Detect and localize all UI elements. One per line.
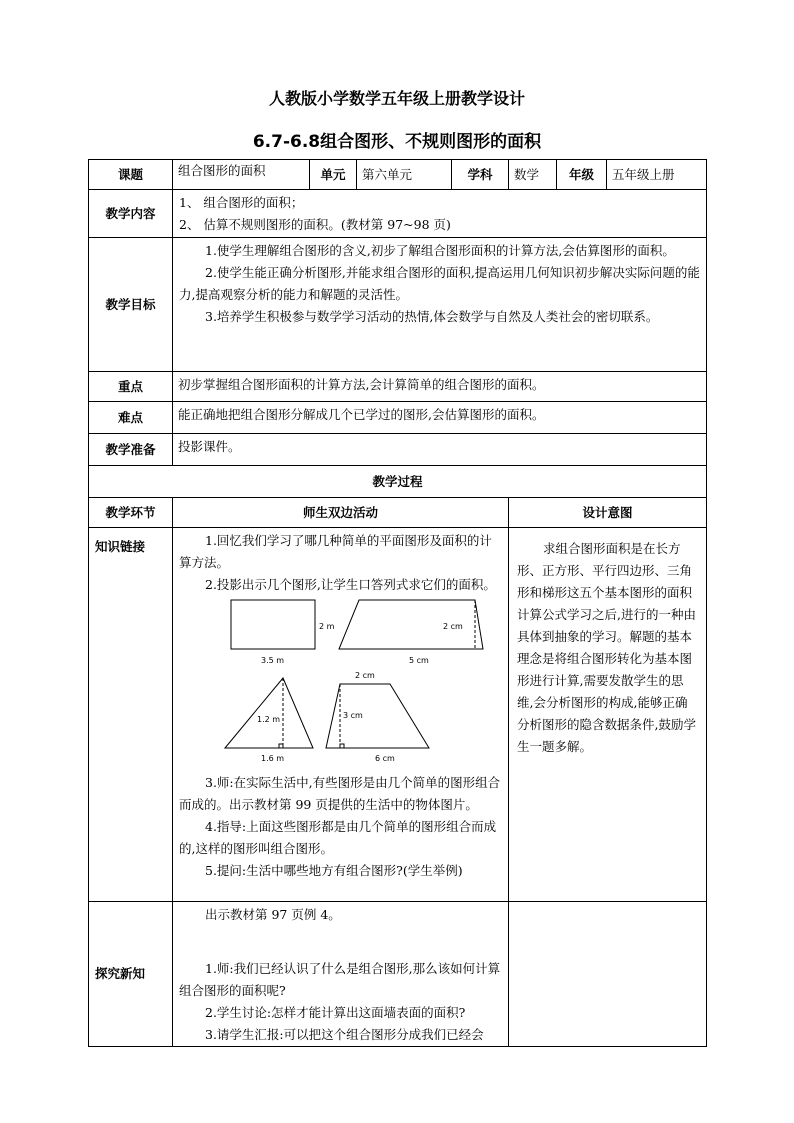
difficulty-label: 难点 [89, 402, 173, 434]
prep-value: 投影课件。 [173, 434, 707, 466]
section1-design-intent [509, 528, 707, 902]
key-point-value: 初步掌握组合图形面积的计算方法,会计算简单的组合图形的面积。 [173, 372, 707, 402]
difficulty-value: 能正确地把组合图形分解成几个已学过的图形,会估算图形的面积。 [173, 402, 707, 434]
content-label: 教学内容 [89, 190, 173, 238]
document-title: 人教版小学数学五年级上册教学设计 [268, 89, 525, 108]
topic-label: 课题 [89, 160, 173, 190]
section1-p5: 5.提问:生活中哪些地方有组合图形?(学生举例) [205, 863, 463, 878]
section2-p0: 出示教材第 97 页例 4。 [205, 907, 341, 922]
subject-value: 数学 [509, 160, 557, 190]
section2-activity [173, 902, 509, 1047]
section1-activity [173, 528, 509, 902]
trap-top-label: 2 cm [355, 671, 375, 680]
lesson-plan-table [88, 159, 707, 1047]
section1-label: 知识链接 [89, 528, 173, 902]
rect-height-label: 2 m [319, 622, 335, 631]
section2-p3: 3.请学生汇报:可以把这个组合图形分成我们已经会 [205, 1027, 484, 1042]
triangle-right-angle-mark [279, 744, 283, 748]
trap-height-label: 3 cm [343, 711, 363, 720]
tri-base-label: 1.6 m [261, 754, 285, 763]
triangle-shape [225, 678, 313, 748]
goal-3: 3.培养学生积极参与数学学习活动的热情,体会数学与自然及人类社会的密切联系。 [205, 309, 659, 324]
process-heading: 教学过程 [89, 466, 707, 498]
section2-p2: 2.学生讨论:怎样才能计算出这面墙表面的面积? [205, 1005, 466, 1020]
design-intent-text: 求组合图形面积是在长方形、正方形、平行四边形、三角形和梯形这五个基本图形的面积计算公式学习之后,进行的一种由具体到抽象的学习。解题的基本理念是将组合图形转化为基本图形进行计算,需要发散学生的思维,会分析图形的构成,能够正确分析图形的隐含数据条件,鼓励学生一题多解。 [517, 541, 696, 754]
section2-design-intent [509, 902, 707, 1047]
col-header-activity: 师生双边活动 [173, 498, 509, 528]
para-base-label: 5 cm [409, 656, 429, 665]
geometry-figures [179, 596, 499, 772]
content-line-1: 1、 组合图形的面积； [179, 195, 304, 210]
section1-p4: 4.指导:上面这些图形都是由几个简单的图形组合而成的,这样的图形叫组合图形。 [179, 819, 497, 856]
lesson-title: 6.7-6.8组合图形、不规则图形的面积 [252, 132, 542, 152]
trapezoid-shape [326, 684, 429, 748]
prep-label: 教学准备 [89, 434, 173, 466]
section1-p1: 1.回忆我们学习了哪几种简单的平面图形及面积的计算方法。 [179, 533, 492, 570]
col-header-stage: 教学环节 [89, 498, 173, 528]
content-line-2: 2、 估算不规则图形的面积。(教材第 97~98 页) [179, 217, 451, 232]
grade-label: 年级 [557, 160, 607, 190]
content-value [173, 190, 707, 238]
goals-label: 教学目标 [89, 238, 173, 372]
topic-value: 组合图形的面积 [173, 160, 310, 190]
section1-p3: 3.师:在实际生活中,有些图形是由几个简单的图形组合而成的。出示教材第 99 页提供的生活中的物体图片。 [179, 775, 501, 812]
trap-bottom-label: 6 cm [375, 754, 395, 763]
rectangle-shape [231, 600, 315, 649]
section2-label: 探究新知 [89, 902, 173, 1047]
tri-height-label: 1.2 m [257, 715, 281, 724]
unit-value: 第六单元 [357, 160, 452, 190]
section1-p2: 2.投影出示几个图形,让学生口答列式求它们的面积。 [205, 577, 496, 592]
col-header-intent: 设计意图 [509, 498, 707, 528]
para-height-label: 2 cm [443, 622, 463, 631]
key-point-label: 重点 [89, 372, 173, 402]
unit-label: 单元 [310, 160, 357, 190]
trapezoid-right-angle-mark [340, 744, 344, 748]
grade-value: 五年级上册 [607, 160, 707, 190]
section2-p1: 1.师:我们已经认识了什么是组合图形,那么该如何计算组合图形的面积呢? [179, 961, 501, 998]
rect-base-label: 3.5 m [261, 656, 285, 665]
goal-1: 1.使学生理解组合图形的含义,初步了解组合图形面积的计算方法,会估算图形的面积。 [205, 243, 675, 258]
subject-label: 学科 [452, 160, 509, 190]
goals-value [173, 238, 707, 372]
goal-2: 2.使学生能正确分析图形,并能求组合图形的面积,提高运用几何知识初步解决实际问题的能力,提高观察分析的能力和解题的灵活性。 [179, 265, 700, 302]
